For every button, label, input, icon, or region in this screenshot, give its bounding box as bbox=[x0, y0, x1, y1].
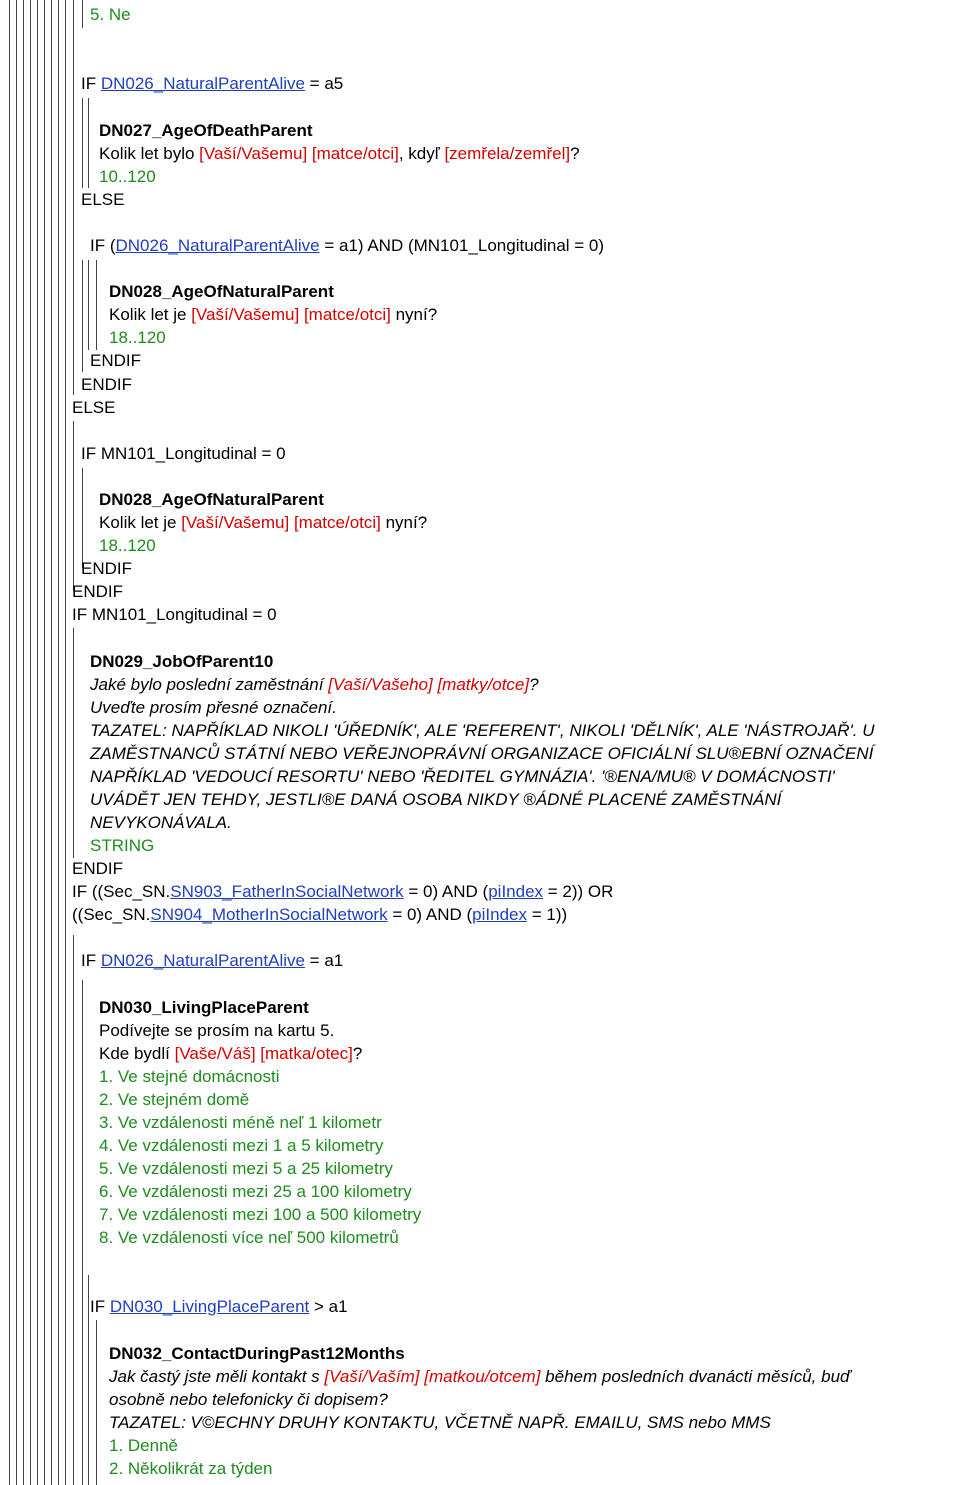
if-condition bbox=[72, 881, 613, 902]
text-segment: Kolik let bylo bbox=[99, 144, 200, 163]
nesting-rule bbox=[51, 0, 52, 1485]
endif-keyword: ENDIF bbox=[81, 375, 132, 394]
keyword: IF ((Sec_SN. bbox=[72, 882, 171, 901]
nesting-rule bbox=[73, 0, 74, 395]
else-keyword: ELSE bbox=[81, 190, 125, 209]
variable-link[interactable]: DN026_NaturalParentAlive bbox=[100, 74, 305, 93]
nesting-rule bbox=[88, 1275, 89, 1485]
nesting-rule bbox=[82, 980, 83, 1485]
text-segment: ? bbox=[529, 675, 539, 694]
answer-option: 1. Ve stejné domácnosti bbox=[99, 1067, 280, 1086]
fill-placeholder: [Vaše/Váš] [matka/otec] bbox=[174, 1044, 353, 1063]
nesting-rule bbox=[16, 0, 17, 1485]
answer-option: 3. Ve vzdálenosti méně neľ 1 kilometr bbox=[99, 1113, 382, 1132]
answer-range: 18..120 bbox=[109, 328, 166, 347]
nesting-rule bbox=[82, 260, 83, 372]
endif-keyword: ENDIF bbox=[81, 559, 132, 578]
interviewer-instruction: NAPŘÍKLAD 'VEDOUCÍ RESORTU' NEBO 'ŘEDITEL GYMNÁZIA'. '®ENA/MU® V DOMÁCNOSTI' bbox=[90, 767, 835, 786]
nesting-rule bbox=[23, 0, 24, 1485]
fill-placeholder: [Vaší/Vašemu] [matce/otci] bbox=[199, 144, 399, 163]
nesting-rule bbox=[37, 0, 38, 1485]
question-id: DN030_LivingPlaceParent bbox=[99, 998, 309, 1017]
fill-placeholder: [zemřela/zemřel] bbox=[444, 144, 571, 163]
nesting-rule bbox=[96, 260, 97, 350]
condition-value: = 1)) bbox=[526, 905, 568, 924]
fill-placeholder: [Vaší/Vašeho] [matky/otce] bbox=[328, 675, 530, 694]
endif-keyword: ENDIF bbox=[72, 859, 123, 878]
question-text bbox=[90, 674, 539, 695]
answer-range: 18..120 bbox=[99, 536, 156, 555]
condition-value: = a1) AND (MN101_Longitudinal = 0) bbox=[319, 236, 605, 255]
nesting-rule bbox=[96, 1320, 97, 1485]
variable-link[interactable]: DN026_NaturalParentAlive bbox=[100, 951, 305, 970]
keyword: IF bbox=[81, 74, 101, 93]
nesting-rule bbox=[44, 0, 45, 1485]
nesting-rule bbox=[88, 98, 89, 188]
question-text: Podívejte se prosím na kartu 5. bbox=[99, 1021, 335, 1040]
text-segment: , kdyľ bbox=[398, 144, 445, 163]
nesting-rule bbox=[73, 628, 74, 858]
question-text bbox=[99, 143, 580, 164]
nesting-rule bbox=[82, 0, 83, 28]
interviewer-instruction: ZAMĚSTNANCŮ STÁTNÍ NEBO VEŘEJNOPRÁVNÍ ORGANIZACE OFICIÁLNÍ SLU®EBNÍ OZNAČENÍ bbox=[90, 744, 874, 763]
interviewer-instruction: NEVYKONÁVALA. bbox=[90, 813, 232, 832]
question-id: DN028_AgeOfNaturalParent bbox=[99, 490, 324, 509]
variable-link[interactable]: SN904_MotherInSocialNetwork bbox=[150, 905, 388, 924]
answer-option: 2. Několikrát za týden bbox=[109, 1459, 273, 1478]
text-segment: ? bbox=[352, 1044, 363, 1063]
condition-value: = a1 bbox=[304, 951, 344, 970]
interviewer-instruction: UVÁDĚT JEN TEHDY, JESTLI®E DANÁ OSOBA NIKDY ®ÁDNÉ PLACENÉ ZAMĚSTNÁNÍ bbox=[90, 790, 782, 809]
question-id: DN032_ContactDuringPast12Months bbox=[109, 1344, 405, 1363]
condition-value: = 0) AND ( bbox=[387, 905, 473, 924]
answer-option: 5. Ve vzdálenosti mezi 5 a 25 kilometry bbox=[99, 1159, 393, 1178]
nesting-rule bbox=[65, 0, 66, 1485]
nesting-rule bbox=[82, 468, 83, 568]
answer-option: 4. Ve vzdálenosti mezi 1 a 5 kilometry bbox=[99, 1136, 384, 1155]
interviewer-instruction: TAZATEL: V©ECHNY DRUHY KONTAKTU, VČETNĚ NAPŘ. EMAILU, SMS nebo MMS bbox=[109, 1413, 771, 1432]
nesting-rule bbox=[88, 260, 89, 350]
answer-option: 1. Denně bbox=[109, 1436, 178, 1455]
fill-placeholder: [Vaší/Vaším] [matkou/otcem] bbox=[324, 1367, 541, 1386]
variable-link[interactable]: SN903_FatherInSocialNetwork bbox=[170, 882, 404, 901]
keyword: IF bbox=[90, 1297, 110, 1316]
condition-value: > a1 bbox=[309, 1297, 348, 1316]
keyword: ((Sec_SN. bbox=[72, 905, 151, 924]
nesting-rule bbox=[9, 0, 10, 1485]
variable-link[interactable]: DN026_NaturalParentAlive bbox=[115, 236, 320, 255]
if-condition bbox=[72, 904, 567, 925]
else-keyword: ELSE bbox=[72, 398, 116, 417]
variable-link[interactable]: DN030_LivingPlaceParent bbox=[109, 1297, 310, 1316]
nesting-rule bbox=[82, 98, 83, 188]
nesting-rule bbox=[30, 0, 31, 1485]
text-segment: nyní? bbox=[390, 305, 438, 324]
keyword: IF ( bbox=[90, 236, 116, 255]
text-segment: Jaké bylo poslední zaměstnání bbox=[90, 675, 329, 694]
text-segment: Jak častý jste měli kontakt s bbox=[109, 1367, 325, 1386]
if-condition bbox=[81, 73, 343, 94]
question-text bbox=[109, 304, 437, 325]
question-text bbox=[109, 1366, 851, 1387]
text-segment: Kolik let je bbox=[109, 305, 192, 324]
answer-option: 8. Ve vzdálenosti více neľ 500 kilometrů bbox=[99, 1228, 399, 1247]
interviewer-instruction: TAZATEL: NAPŘÍKLAD NIKOLI 'ÚŘEDNÍK', ALE 'REFERENT', NIKOLI 'DĚLNÍK', ALE 'NÁSTROJAŘ'. U bbox=[90, 721, 875, 740]
nesting-rule bbox=[73, 421, 74, 591]
condition-value: = a5 bbox=[304, 74, 344, 93]
question-id: DN028_AgeOfNaturalParent bbox=[109, 282, 334, 301]
fill-placeholder: [Vaší/Vašemu] [matce/otci] bbox=[181, 513, 381, 532]
nesting-rule bbox=[58, 0, 59, 1485]
if-condition: IF MN101_Longitudinal = 0 bbox=[81, 444, 286, 463]
if-condition bbox=[81, 950, 343, 971]
question-text bbox=[99, 512, 427, 533]
question-id: DN027_AgeOfDeathParent bbox=[99, 121, 313, 140]
answer-option: 7. Ve vzdálenosti mezi 100 a 500 kilometry bbox=[99, 1205, 422, 1224]
answer-option: 2. Ve stejném domě bbox=[99, 1090, 250, 1109]
answer-type: STRING bbox=[90, 836, 155, 855]
condition-value: = 2)) OR bbox=[543, 882, 614, 901]
condition-value: = 0) AND ( bbox=[403, 882, 489, 901]
text-segment: Kolik let je bbox=[99, 513, 182, 532]
question-text: osobně nebo telefonicky či dopisem? bbox=[109, 1390, 388, 1409]
answer-option: 6. Ve vzdálenosti mezi 25 a 100 kilometry bbox=[99, 1182, 412, 1201]
variable-link[interactable]: piIndex bbox=[488, 882, 544, 901]
text-segment: ? bbox=[570, 144, 580, 163]
if-condition: IF MN101_Longitudinal = 0 bbox=[72, 605, 277, 624]
fill-placeholder: [Vaší/Vašemu] [matce/otci] bbox=[191, 305, 391, 324]
text-segment: Kde bydlí bbox=[99, 1044, 175, 1063]
keyword: IF bbox=[81, 951, 101, 970]
text-segment: během posledních dvanácti měsíců, buď bbox=[540, 1367, 851, 1386]
if-condition bbox=[90, 1296, 348, 1317]
endif-keyword: ENDIF bbox=[72, 582, 123, 601]
text-segment: nyní? bbox=[380, 513, 428, 532]
question-text: Uveďte prosím přesné označení. bbox=[90, 698, 337, 717]
endif-keyword: ENDIF bbox=[90, 351, 141, 370]
if-condition bbox=[90, 235, 604, 256]
nesting-rule bbox=[73, 935, 74, 1485]
variable-link[interactable]: piIndex bbox=[472, 905, 527, 924]
question-text bbox=[99, 1043, 362, 1064]
answer-range: 10..120 bbox=[99, 167, 156, 186]
answer-option: 5. Ne bbox=[90, 5, 131, 24]
question-id: DN029_JobOfParent10 bbox=[90, 652, 274, 671]
